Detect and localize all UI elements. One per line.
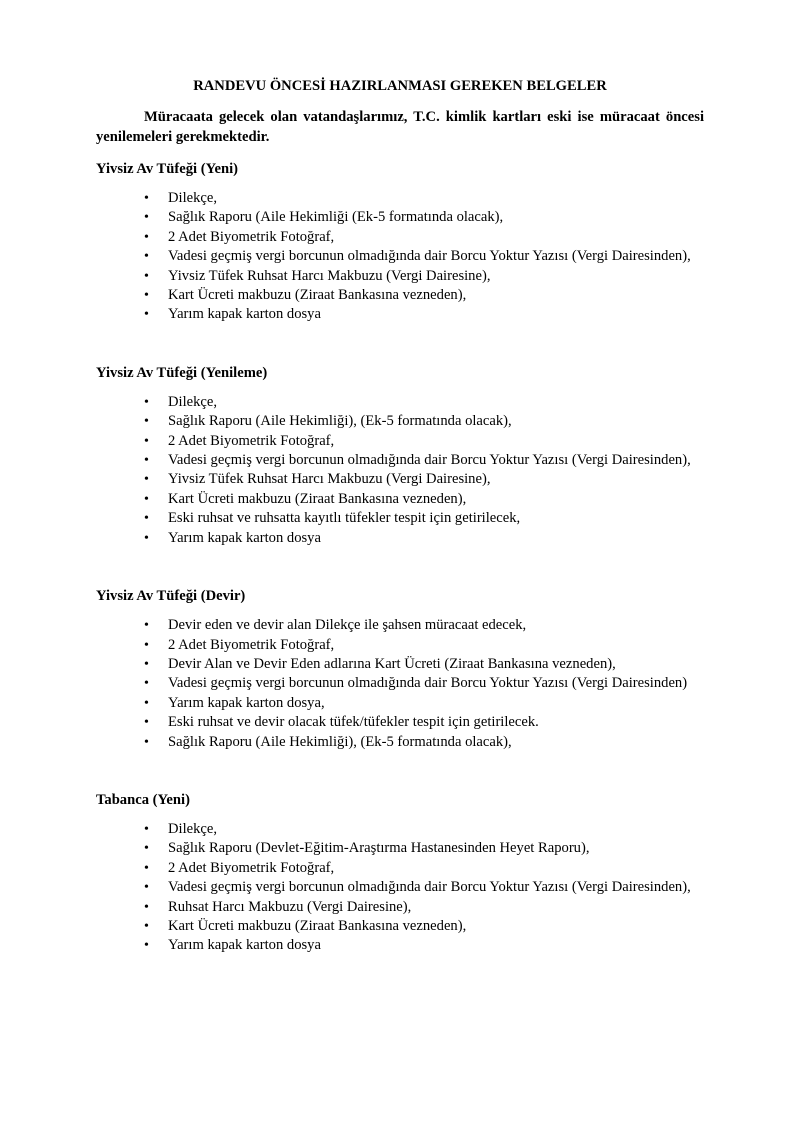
list-item: • Kart Ücreti makbuzu (Ziraat Bankasına vezneden), (168, 286, 704, 305)
list-item: • Yarım kapak karton dosya (168, 305, 704, 324)
section-title: Yivsiz Av Tüfeği (Yenileme) (96, 364, 268, 381)
list-item: • Kart Ücreti makbuzu (Ziraat Bankasına vezneden), (168, 490, 704, 509)
list-item: • Dilekçe, (168, 189, 704, 208)
list-item: • Dilekçe, (168, 820, 704, 839)
list-item: • Eski ruhsat ve ruhsatta kayıtlı tüfekler tespit için getirilecek, (168, 509, 704, 528)
requirements-list (96, 820, 704, 956)
list-item: • Vadesi geçmiş vergi borcunun olmadığında dair Borcu Yoktur Yazısı (Vergi Dairesinden) (168, 674, 704, 693)
list-item: • Sağlık Raporu (Devlet-Eğitim-Araştırma Hastanesinden Heyet Raporu), (168, 839, 704, 858)
list-item: • Vadesi geçmiş vergi borcunun olmadığında dair Borcu Yoktur Yazısı (Vergi Dairesinden), (168, 451, 704, 470)
list-item: • Eski ruhsat ve devir olacak tüfek/tüfekler tespit için getirilecek. (168, 713, 704, 732)
list-item: • Sağlık Raporu (Aile Hekimliği), (Ek-5 formatında olacak), (168, 412, 704, 431)
section-title: Yivsiz Av Tüfeği (Yeni) (96, 161, 239, 177)
list-item: • Devir eden ve devir alan Dilekçe ile şahsen müracaat edecek, (168, 616, 704, 635)
section-yivsiz-yenileme (96, 363, 704, 548)
list-item: • Dilekçe, (168, 393, 704, 412)
list-item: • 2 Adet Biyometrik Fotoğraf, (168, 859, 704, 878)
list-item: • Vadesi geçmiş vergi borcunun olmadığında dair Borcu Yoktur Yazısı (Vergi Dairesinden), (168, 247, 704, 266)
list-item: • 2 Adet Biyometrik Fotoğraf, (168, 636, 704, 655)
list-item: • Vadesi geçmiş vergi borcunun olmadığında dair Borcu Yoktur Yazısı (Vergi Dairesinden), (168, 878, 704, 897)
document-page (96, 76, 704, 994)
list-item: • Yarım kapak karton dosya (168, 529, 704, 548)
list-item: • Ruhsat Harcı Makbuzu (Vergi Dairesine), (168, 898, 704, 917)
list-item: • Yivsiz Tüfek Ruhsat Harcı Makbuzu (Vergi Dairesine), (168, 267, 704, 286)
document-title: RANDEVU ÖNCESİ HAZIRLANMASI GEREKEN BELGELER (193, 78, 607, 94)
list-item: • Yarım kapak karton dosya, (168, 694, 704, 713)
list-item: • Yarım kapak karton dosya (168, 936, 704, 955)
list-item: • Devir Alan ve Devir Eden adlarına Kart Ücreti (Ziraat Bankasına vezneden), (168, 655, 704, 674)
list-item: • 2 Adet Biyometrik Fotoğraf, (168, 228, 704, 247)
list-item: • Kart Ücreti makbuzu (Ziraat Bankasına vezneden), (168, 917, 704, 936)
section-yivsiz-devir (96, 586, 704, 752)
requirements-list (96, 393, 704, 548)
list-item: • Yivsiz Tüfek Ruhsat Harcı Makbuzu (Vergi Dairesine), (168, 470, 704, 489)
requirements-list (96, 616, 704, 752)
section-title: Yivsiz Av Tüfeği (Devir) (96, 588, 246, 605)
document-intro: Müracaata gelecek olan vatandaşlarımız, T.C. kimlik kartları eski ise müracaat öncesi yenilemeleri gerekmektedir. (96, 109, 704, 145)
list-item: • Sağlık Raporu (Aile Hekimliği), (Ek-5 formatında olacak), (168, 733, 704, 752)
section-title: Tabanca (Yeni) (96, 791, 190, 808)
requirements-list (96, 189, 704, 325)
list-item: • 2 Adet Biyometrik Fotoğraf, (168, 432, 704, 451)
section-yivsiz-yeni (96, 159, 704, 325)
section-tabanca-yeni (96, 790, 704, 956)
list-item: • Sağlık Raporu (Aile Hekimliği (Ek-5 formatında olacak), (168, 208, 704, 227)
